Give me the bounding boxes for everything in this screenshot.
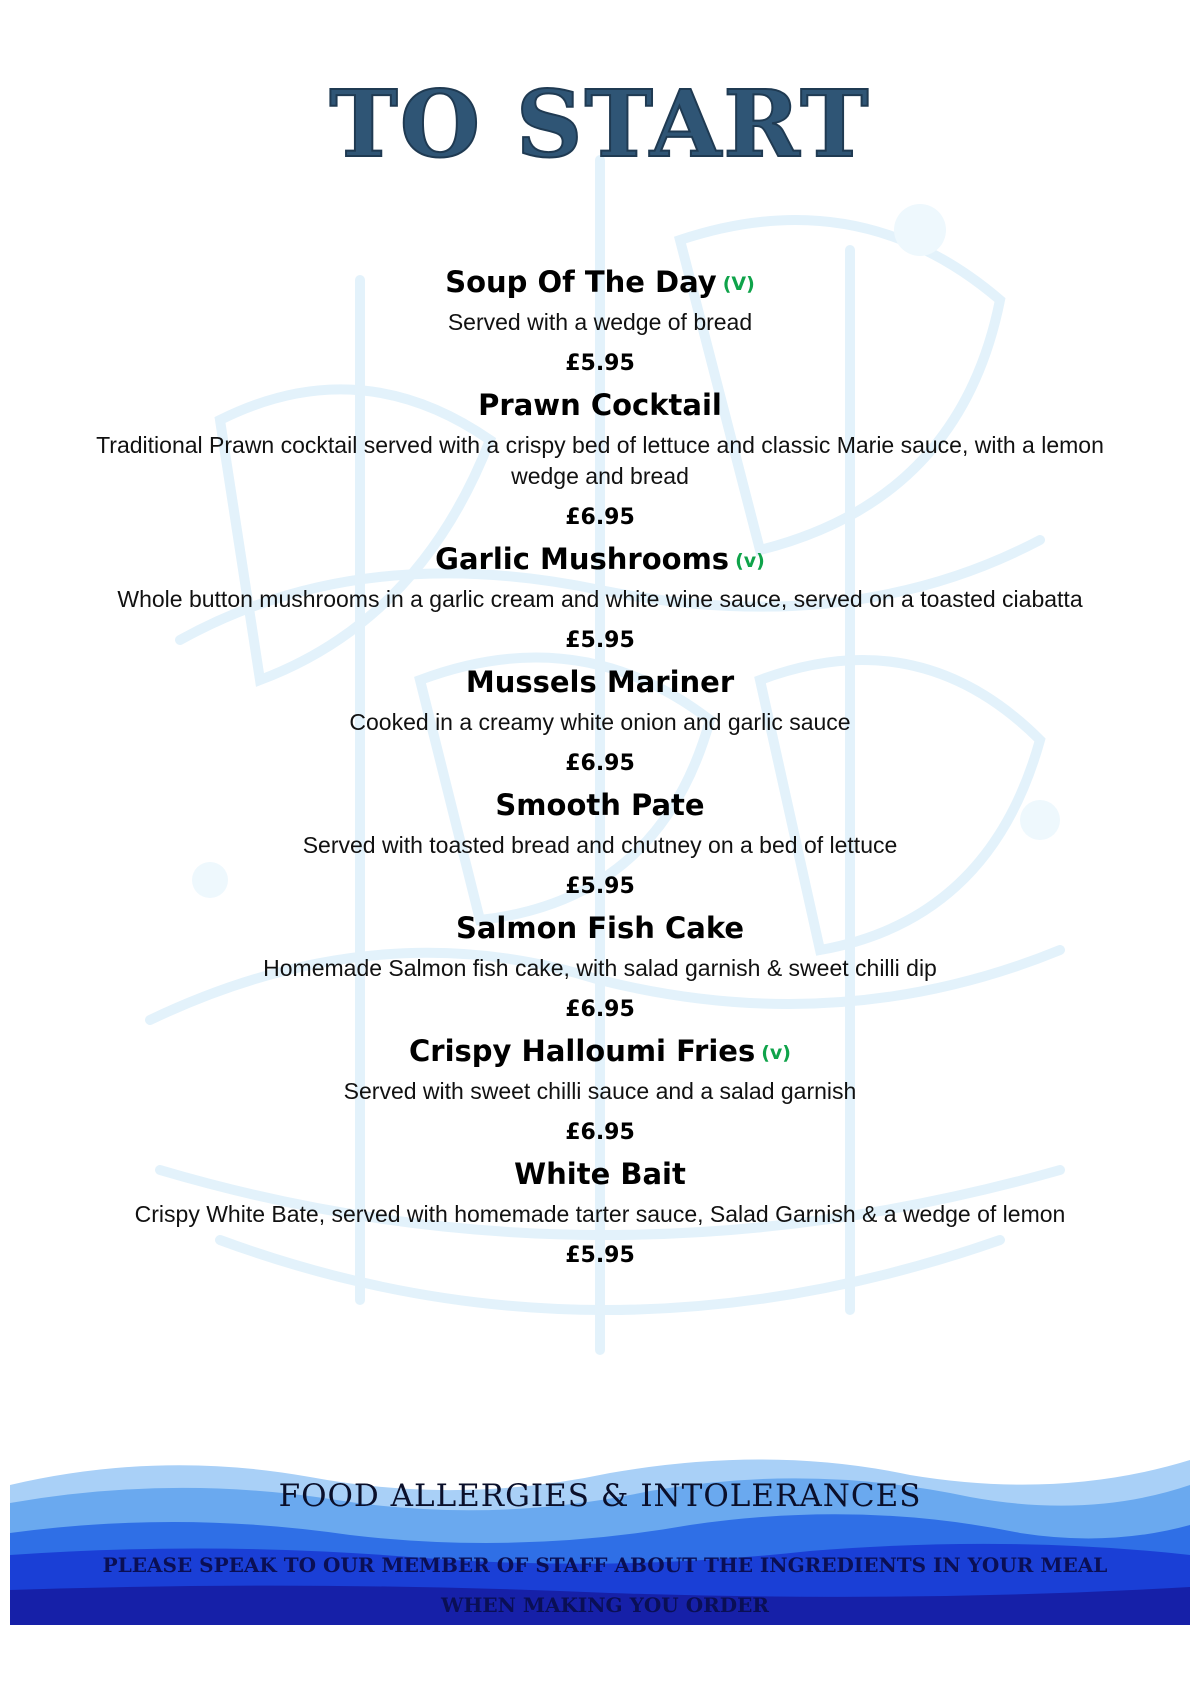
menu-item <box>0 662 1200 781</box>
menu-item <box>0 1031 1200 1150</box>
menu-item-description: Crispy White Bate, served with homemade tarter sauce, Salad Garnish & a wedge of lemon <box>134 1201 1066 1227</box>
menu-item <box>0 908 1200 1027</box>
menu-item-description: Served with a wedge of bread <box>447 309 753 335</box>
menu-item-description: Whole button mushrooms in a garlic cream and white wine sauce, served on a toasted ciabatta <box>117 586 1083 612</box>
menu-item-description: Served with toasted bread and chutney on a bed of lettuce <box>302 832 898 858</box>
allergy-notice: PLEASE SPEAK TO OUR MEMBER OF STAFF ABOUT THE INGREDIENTS IN YOUR MEAL WHEN MAKING YOU ORDER <box>102 1553 1108 1617</box>
menu-item-price: £6.95 <box>565 505 635 530</box>
menu-item-name <box>0 908 1200 948</box>
menu-item-name <box>0 785 1200 825</box>
menu-item-price: £5.95 <box>565 351 635 376</box>
menu-item-price: £6.95 <box>565 751 635 776</box>
menu-item-price: £5.95 <box>565 628 635 653</box>
menu-item-name <box>0 662 1200 702</box>
menu-item-description: Served with sweet chilli sauce and a salad garnish <box>343 1078 857 1104</box>
menu-item-name <box>0 1031 1200 1071</box>
menu-item <box>0 262 1200 381</box>
allergy-heading: FOOD ALLERGIES & INTOLERANCES <box>278 1478 922 1514</box>
menu-item-description: Homemade Salmon fish cake, with salad garnish & sweet chilli dip <box>263 955 937 981</box>
menu-item <box>0 1154 1200 1273</box>
menu-item-name <box>0 262 1200 302</box>
menu-item-name-text: Garlic Mushrooms <box>435 542 730 576</box>
menu-item-name-text: White Bait <box>514 1157 686 1191</box>
menu-item-description: Cooked in a creamy white onion and garlic sauce <box>349 709 851 735</box>
menu-item-name-text: Soup Of The Day <box>445 265 717 299</box>
menu-item <box>0 385 1200 535</box>
menu-item-description: Traditional Prawn cocktail served with a crispy bed of lettuce and classic Marie sauce, with a lemon wedge and bread <box>96 432 1104 489</box>
menu-item-name <box>0 385 1200 425</box>
menu-item <box>0 539 1200 658</box>
menu-item-price: £6.95 <box>565 997 635 1022</box>
vegetarian-badge: (v) <box>761 1042 791 1064</box>
menu-item-name-text: Smooth Pate <box>495 788 705 822</box>
menu-item-price: £5.95 <box>565 1243 635 1268</box>
menu-item-name-text: Prawn Cocktail <box>478 388 722 422</box>
menu-item-name <box>0 1154 1200 1194</box>
menu-item-name-text: Salmon Fish Cake <box>455 911 745 945</box>
vegetarian-badge: (V) <box>722 273 755 295</box>
menu-list <box>0 262 1200 1273</box>
menu-item-name-text: Crispy Halloumi Fries <box>409 1034 756 1068</box>
menu-item-price: £5.95 <box>565 874 635 899</box>
menu-item <box>0 785 1200 904</box>
menu-item-name <box>0 539 1200 579</box>
menu-item-name-text: Mussels Mariner <box>465 665 735 699</box>
page-title: TO START <box>329 70 871 178</box>
vegetarian-badge: (v) <box>735 550 765 572</box>
menu-item-price: £6.95 <box>565 1120 635 1145</box>
